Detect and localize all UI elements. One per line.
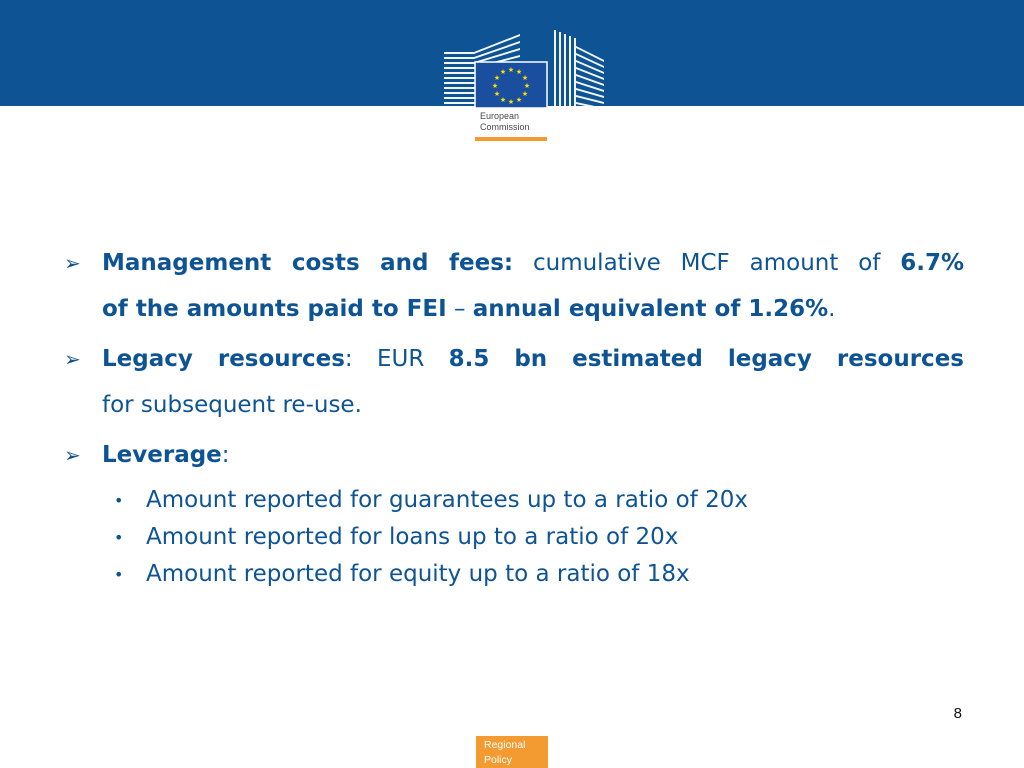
svg-text:★: ★	[515, 96, 523, 104]
list-item	[110, 556, 964, 593]
logo-underline	[475, 137, 547, 141]
arrow-bullet-icon: ➢	[64, 443, 81, 467]
mcf-dash: –	[446, 296, 473, 322]
svg-text:★: ★	[515, 68, 523, 76]
tag-line2: Policy	[484, 754, 513, 766]
list-item-text: Amount reported for loans up to a ratio of 20x	[146, 524, 679, 550]
mcf-percentage: 6.7%	[900, 250, 964, 276]
mcf-end: .	[828, 296, 836, 322]
svg-text:★: ★	[507, 66, 515, 74]
bullet-mcf	[60, 240, 964, 332]
bullet-legacy-line1	[102, 336, 964, 382]
bullet-mcf-line2	[102, 286, 964, 332]
legacy-text1: : EUR	[344, 346, 449, 372]
logo-label	[475, 109, 547, 137]
slide-content	[60, 240, 964, 593]
svg-text:★: ★	[523, 82, 531, 90]
bullet-mcf-line1	[102, 240, 964, 286]
leverage-label: Leverage	[102, 442, 222, 468]
svg-text:★: ★	[491, 82, 499, 90]
mcf-text1: cumulative MCF amount of	[513, 250, 901, 276]
legacy-bold: 8.5 bn estimated legacy resources	[448, 346, 964, 372]
svg-text:★: ★	[521, 74, 529, 82]
svg-text:★: ★	[507, 98, 515, 106]
logo-label-line1: European	[480, 111, 520, 121]
bullet-legacy	[60, 336, 964, 428]
svg-text:★: ★	[493, 74, 501, 82]
tag-line1: Regional	[484, 739, 526, 751]
logo-label-line2: Commission	[480, 122, 530, 132]
list-item-text: Amount reported for guarantees up to a ratio of 20x	[146, 487, 748, 513]
svg-text:★: ★	[499, 68, 507, 76]
svg-text:★: ★	[521, 90, 529, 98]
arrow-bullet-icon: ➢	[64, 347, 81, 371]
bullet-leverage-line1	[102, 432, 964, 478]
list-item	[110, 482, 964, 519]
page-number: 8	[953, 705, 962, 722]
list-item-text: Amount reported for equity up to a ratio of 18x	[146, 561, 690, 587]
bullet-leverage	[60, 432, 964, 478]
leverage-colon: :	[221, 442, 230, 468]
dot-bullet-icon: •	[114, 491, 124, 510]
mcf-annual: annual equivalent of 1.26%	[472, 296, 829, 322]
regional-policy-tag	[476, 736, 548, 768]
legacy-label: Legacy resources	[102, 346, 345, 372]
arrow-bullet-icon: ➢	[64, 251, 81, 275]
list-item	[110, 519, 964, 556]
svg-text:★: ★	[499, 96, 507, 104]
bullet-legacy-line2: for subsequent re-use.	[102, 392, 362, 418]
dot-bullet-icon: •	[114, 528, 124, 547]
mcf-text2: of the amounts paid to FEI	[102, 296, 447, 322]
leverage-list	[60, 482, 964, 593]
dot-bullet-icon: •	[114, 565, 124, 584]
mcf-label: Management costs and fees:	[102, 250, 514, 276]
svg-text:★: ★	[493, 90, 501, 98]
